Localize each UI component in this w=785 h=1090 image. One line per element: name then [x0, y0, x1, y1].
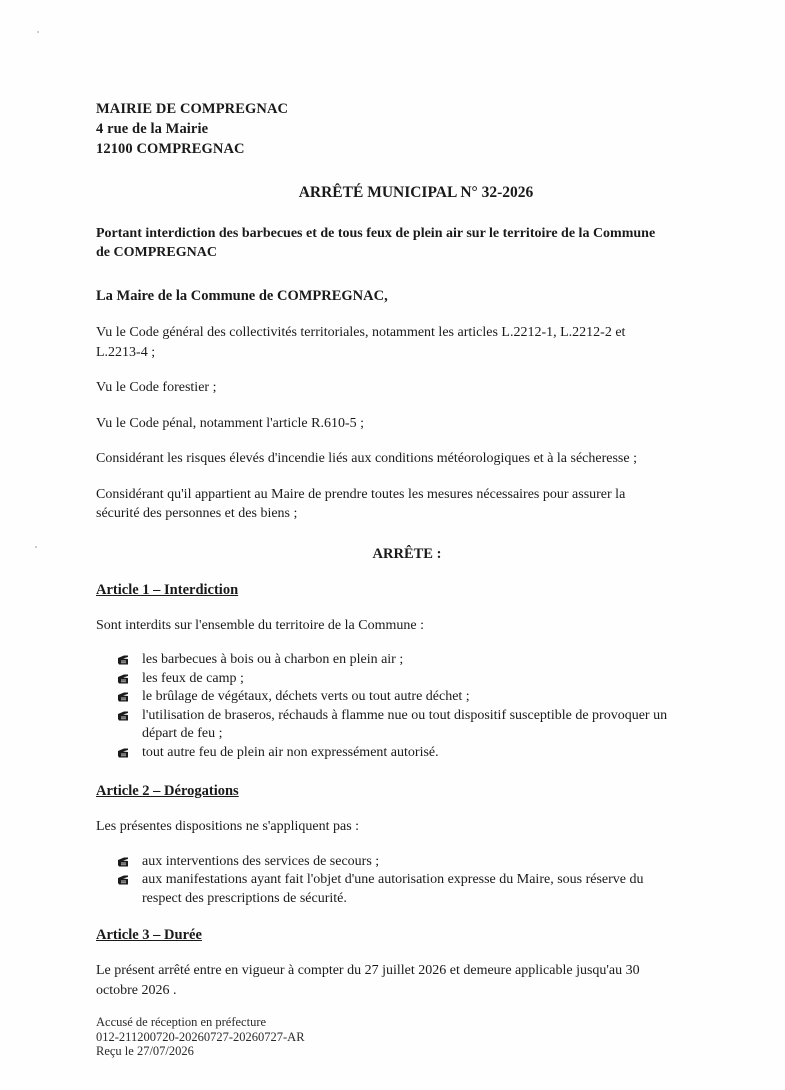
letterhead-name: MAIRIE DE COMPREGNAC — [96, 101, 289, 117]
consideration-cgct: Vu le Code général des collectivités territoriales, notamment les articles L.2212-1, L.2212-2 et L.2213-4 ; — [96, 325, 626, 360]
hand-pointing-bullet-icon — [118, 857, 129, 867]
receipt-id: 012-211200720-20260727-20260727-AR — [96, 1029, 305, 1044]
scan-speck — [37, 31, 39, 33]
list-item-text: aux interventions des services de secours ; — [142, 853, 380, 869]
receipt-date: Reçu le 27/07/2026 — [96, 1044, 194, 1058]
hand-pointing-bullet-icon — [118, 711, 129, 721]
article-2-title: Article 2 – Dérogations — [96, 783, 239, 799]
consideration-code-penal: Vu le Code pénal, notamment l'article R.610-5 ; — [96, 415, 365, 431]
document-title: ARRÊTÉ MUNICIPAL N° 32-2026 — [298, 184, 534, 201]
list-item-text: tout autre feu de plein air non expressément autorisé. — [142, 744, 439, 760]
article-3-text: Le présent arrêté entre en vigueur à compter du 27 juillet 2026 et demeure applicable jusqu'au 30 octobre 2026 . — [96, 963, 640, 998]
list-item — [118, 670, 678, 689]
letterhead-city: 12100 COMPREGNAC — [96, 141, 245, 157]
list-item — [118, 707, 678, 744]
hand-pointing-bullet-icon — [118, 875, 129, 885]
document-body — [96, 99, 696, 1000]
article-1-list — [118, 651, 678, 762]
letterhead-street: 4 rue de la Mairie — [96, 121, 209, 137]
list-item-text: aux manifestations ayant fait l'objet d'une autorisation expresse du Maire, sous réserve du respect des prescriptions de sécurité. — [142, 872, 644, 906]
list-item-text: les barbecues à bois ou à charbon en plein air ; — [142, 652, 404, 667]
hand-pointing-bullet-icon — [118, 655, 129, 665]
article-1-intro: Sont interdits sur l'ensemble du territoire de la Commune : — [96, 617, 424, 633]
list-item — [118, 871, 678, 908]
list-item — [118, 688, 678, 707]
document-subject: Portant interdiction des barbecues et de tous feux de plein air sur le territoire de la Commune de COMPREGNAC — [96, 226, 656, 260]
list-item — [118, 744, 678, 763]
list-item-text: les feux de camp ; — [142, 670, 244, 686]
list-item — [118, 853, 678, 872]
arrete-heading: ARRÊTE : — [372, 545, 442, 562]
prefecture-receipt — [96, 1015, 305, 1059]
list-item-text: le brûlage de végétaux, déchets verts ou tout autre déchet ; — [142, 689, 470, 704]
consideration-code-forestier: Vu le Code forestier ; — [96, 380, 217, 395]
hand-pointing-bullet-icon — [118, 748, 129, 758]
list-item-text: l'utilisation de braseros, réchauds à flamme nue ou tout dispositif susceptible de provoquer un départ de feu ; — [142, 707, 668, 741]
article-2-intro: Les présentes dispositions ne s'appliquent pas : — [96, 819, 360, 834]
hand-pointing-bullet-icon — [118, 674, 129, 684]
hand-pointing-bullet-icon — [118, 692, 129, 702]
consideration-securite: Considérant qu'il appartient au Maire de prendre toutes les mesures nécessaires pour assurer la sécurité des personnes et des biens ; — [96, 486, 626, 521]
receipt-label: Accusé de réception en préfecture — [96, 1015, 267, 1029]
consideration-risques: Considérant les risques élevés d'incendie liés aux conditions météorologiques et à la sécheresse ; — [96, 451, 637, 466]
article-2-list — [118, 853, 678, 909]
letterhead — [96, 99, 696, 159]
article-3-title: Article 3 – Durée — [96, 927, 202, 943]
scan-speck — [35, 546, 37, 548]
article-1-title: Article 1 – Interdiction — [96, 581, 239, 598]
mayor-line: La Maire de la Commune de COMPREGNAC, — [96, 288, 388, 304]
list-item — [118, 651, 678, 670]
